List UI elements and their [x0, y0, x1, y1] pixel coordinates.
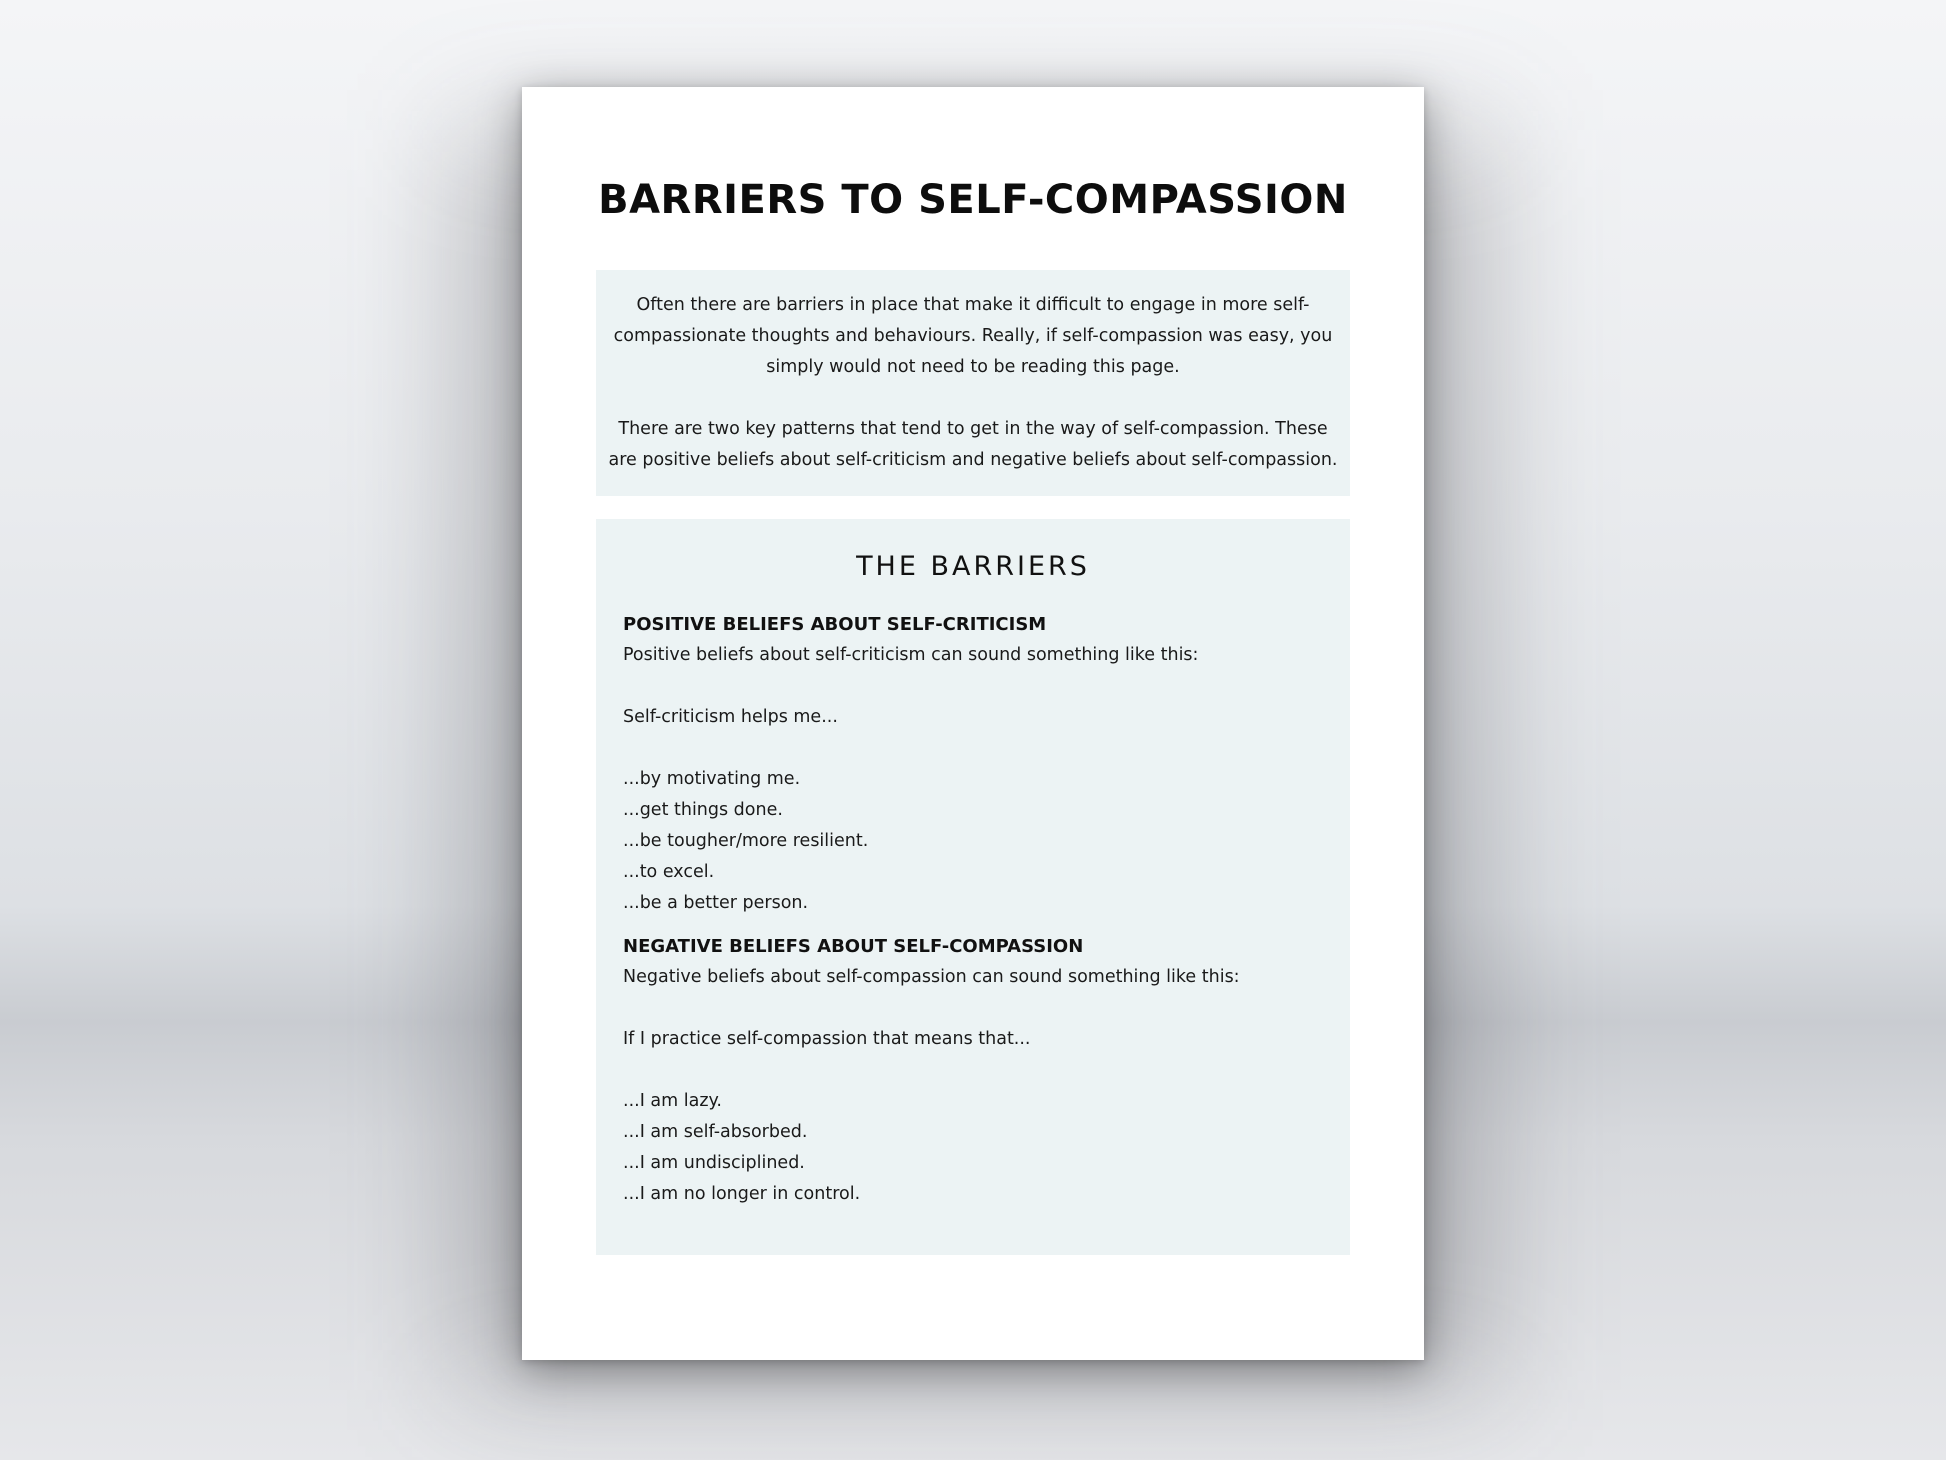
list-item: ...I am undisciplined. — [623, 1153, 805, 1173]
list-item: ...I am no longer in control. — [623, 1184, 861, 1204]
negative-beliefs-lead: Negative beliefs about self-compassion can sound something like this: — [623, 967, 1240, 987]
barriers-heading: THE BARRIERS — [856, 551, 1090, 582]
list-item: ...be a better person. — [623, 893, 809, 913]
positive-beliefs-lead: Positive beliefs about self-criticism can sound something like this: — [623, 645, 1199, 665]
list-item: ...be tougher/more resilient. — [623, 831, 869, 851]
spacer — [623, 1055, 1323, 1086]
spacer — [623, 671, 1323, 702]
list-item: ...I am self-absorbed. — [623, 1122, 808, 1142]
list-item: ...to excel. — [623, 862, 715, 882]
negative-beliefs-heading: NEGATIVE BELIEFS ABOUT SELF-COMPASSION — [623, 936, 1084, 957]
intro-box — [596, 270, 1350, 496]
list-item: ...I am lazy. — [623, 1091, 722, 1111]
negative-beliefs-list — [623, 1086, 1323, 1210]
negative-beliefs-stem: If I practice self-compassion that means that... — [623, 1029, 1031, 1049]
positive-beliefs-stem: Self-criticism helps me... — [623, 707, 838, 727]
list-item: ...by motivating me. — [623, 769, 801, 789]
spacer — [623, 733, 1323, 764]
spacer — [623, 993, 1323, 1024]
list-item: ...get things done. — [623, 800, 783, 820]
page-title: BARRIERS TO SELF-COMPASSION — [598, 177, 1348, 223]
intro-paragraph-1: Often there are barriers in place that make it difficult to engage in more self-compassionate thoughts and behaviours. Really, if self-compassion was easy, you simply would not need to be reading this page. — [613, 295, 1333, 377]
barriers-box — [596, 519, 1350, 1255]
intro-paragraph-2: There are two key patterns that tend to get in the way of self-compassion. These are positive beliefs about self-criticism and negative beliefs about self-compassion. — [608, 419, 1338, 470]
worksheet-page — [522, 87, 1424, 1360]
positive-beliefs-heading: POSITIVE BELIEFS ABOUT SELF-CRITICISM — [623, 614, 1047, 635]
positive-beliefs-list — [623, 764, 1323, 919]
